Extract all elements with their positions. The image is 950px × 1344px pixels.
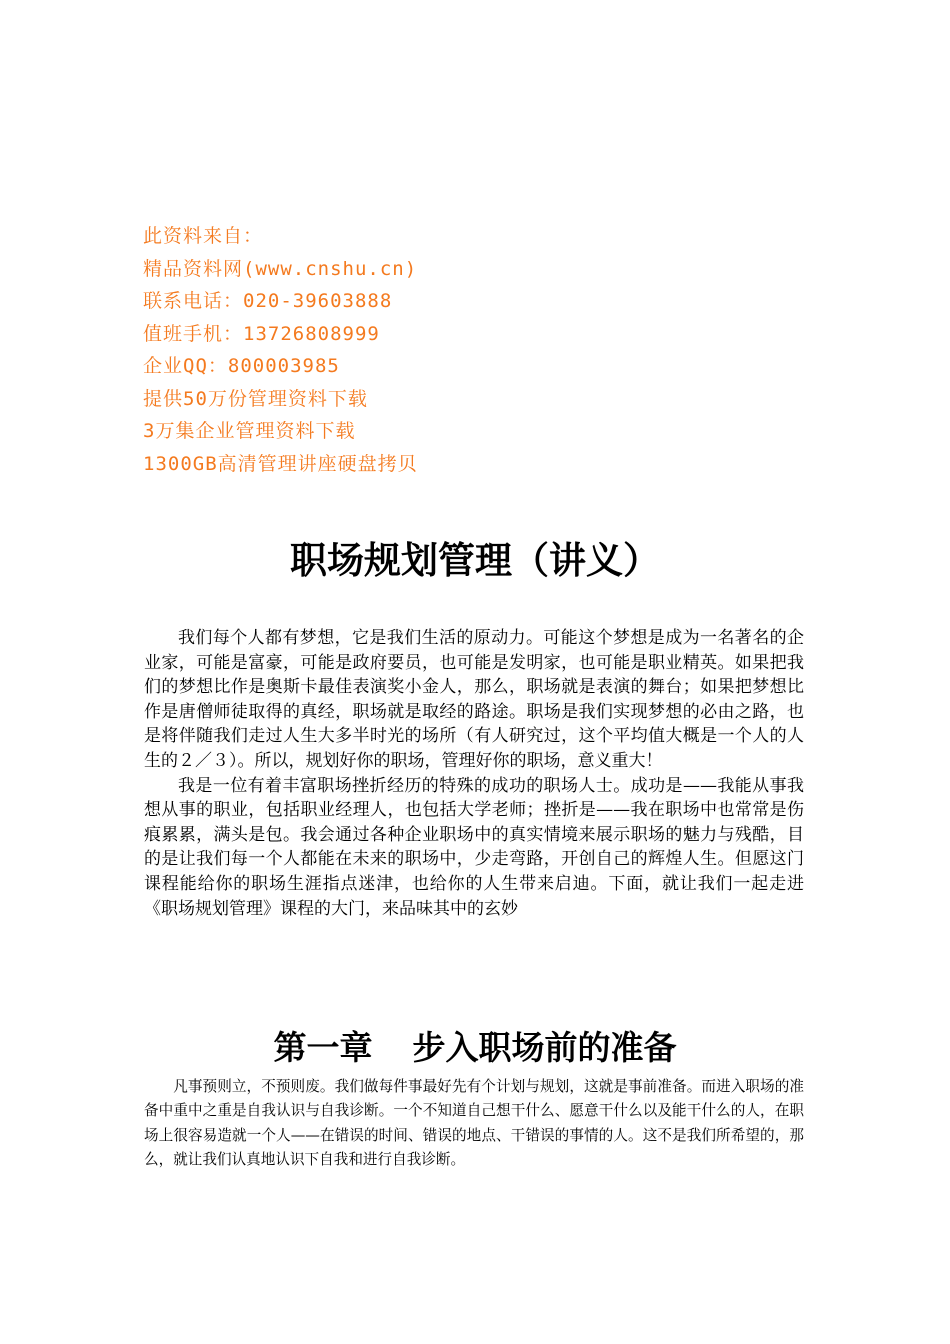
- source-info-block: [143, 220, 643, 480]
- source-qq-line: 企业QQ：800003985: [143, 355, 340, 377]
- chapter-name: 步入职场前的准备: [412, 1028, 677, 1067]
- intro-section: [144, 626, 804, 921]
- source-phone-line: 联系电话：020-39603888: [143, 290, 393, 312]
- chapter-body: [144, 1075, 804, 1172]
- source-offer-line: 3万集企业管理资料下载: [143, 420, 356, 442]
- document-title: 职场规划管理（讲义）: [290, 538, 660, 582]
- source-offer-line: 提供50万份管理资料下载: [143, 387, 368, 410]
- source-mobile-line: 值班手机：13726808999: [143, 322, 380, 345]
- intro-paragraph: 我是一位有着丰富职场挫折经历的特殊的成功的职场人士。成功是——我能从事我想从事的职业，包括职业经理人，也包括大学老师；挫折是——我在职场中也常常是伤痕累累，满头是包。我会通过各种企业职场中的真实情境来展示职场的魅力与残酷，目的是让我们每一个人都能在未来的职场中，少走弯路，开创自己的辉煌人生。但愿这门课程能给你的职场生涯指点迷津，也给你的人生带来启迪。下面，就让我们一起走进《职场规划管理》课程的大门，来品味其中的玄妙: [144, 775, 804, 919]
- source-line: 此资料来自：: [143, 225, 264, 247]
- chapter-heading: [0, 1022, 950, 1074]
- source-offer-line: 1300GB高清管理讲座硬盘拷贝: [143, 452, 418, 475]
- source-website-line: 精品资料网(www.cnshu.cn): [143, 257, 418, 280]
- chapter-number: 第一章: [273, 1028, 373, 1067]
- intro-paragraph: 我们每个人都有梦想，它是我们生活的原动力。可能这个梦想是成为一名著名的企业家，可能是富豪，可能是政府要员，也可能是发明家，也可能是职业精英。如果把我们的梦想比作是奥斯卡最佳表演奖小金人，那么，职场就是表演的舞台；如果把梦想比作是唐僧师徒取得的真经，职场就是取经的路途。职场是我们实现梦想的必由之路，也是将伴随我们走过人生大多半时光的场所（有人研究过，这个平均值大概是一个人的人生的２／３）。所以，规划好你的职场，管理好你的职场，意义重大！: [144, 628, 804, 771]
- chapter-paragraph: 凡事预则立，不预则废。我们做每件事最好先有个计划与规划，这就是事前准备。而进入职场的准备中重中之重是自我认识与自我诊断。一个不知道自己想干什么、愿意干什么以及能干什么的人，在职场上很容易造就一个人——在错误的时间、错误的地点、干错误的事情的人。这不是我们所希望的，那么，就让我们认真地认识下自我和进行自我诊断。: [144, 1078, 804, 1168]
